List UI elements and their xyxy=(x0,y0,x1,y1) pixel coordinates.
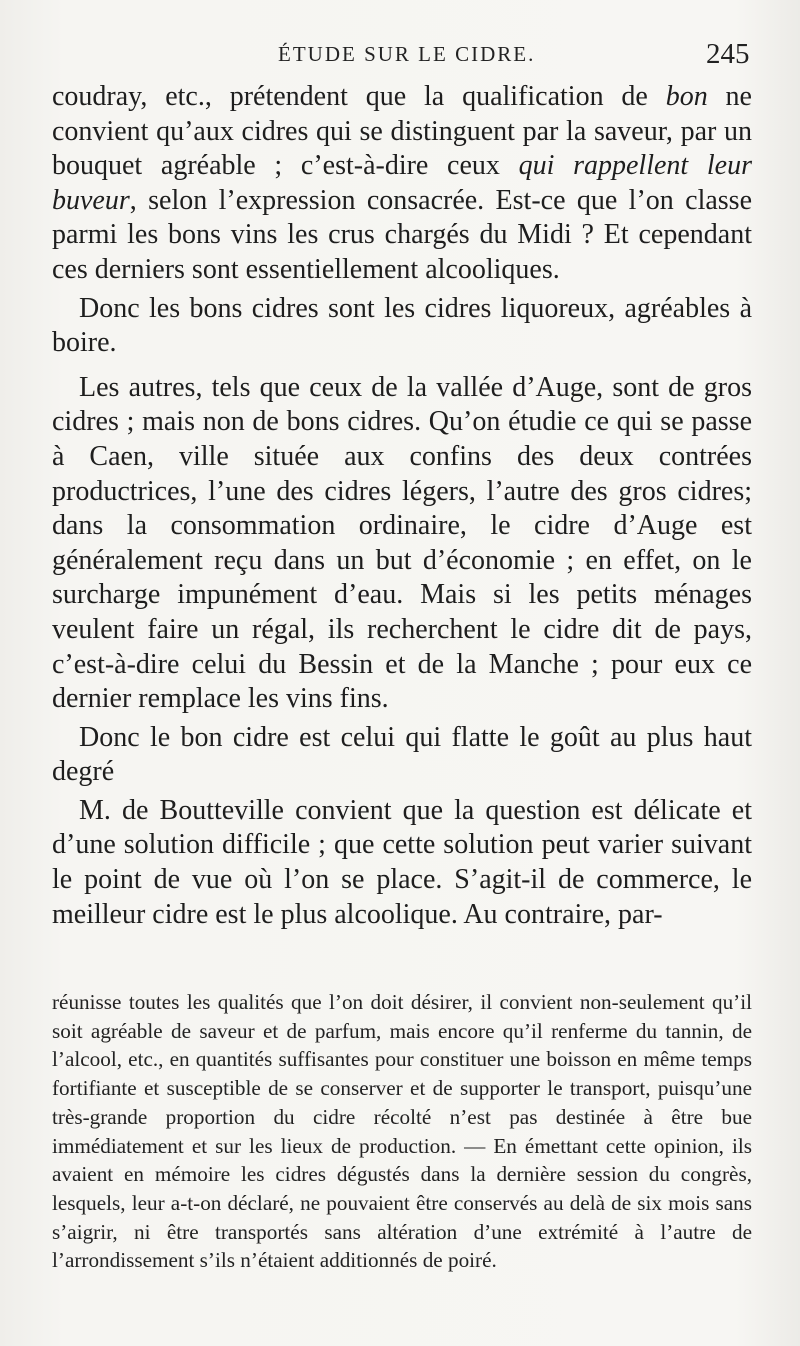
p1-text-a: coudray, etc., prétendent que la qualification de xyxy=(52,81,666,112)
footnote: réunisse toutes les qualités que l’on doit désirer, il convient non-seulement qu’il soit agréable de saveur et de parfum, mais encore qu’il renferme du tannin, de l’alcool, etc., en quantités suffisantes pour constituer une boisson en même temps fortifiante et susceptible de se conserver et de supporter le transport, puisqu’une très-grande proportion du cidre récolté n’est pas destinée à être bue immédiatement et sur les lieux de production. — En émettant cette opinion, ils avaient en mémoire les cidres dégustés dans la dernière session du congrès, lesquels, leur a-t-on déclaré, ne pouvaient être conservés au delà de six mois sans s’aigrir, ni être transportés sans altération d’une extrémité à l’autre de l’arrondissement s’ils n’étaient additionnés de poiré. xyxy=(52,990,752,1273)
running-head xyxy=(0,38,800,78)
paragraph-3: Les autres, tels que ceux de la vallée d’Auge, sont de gros cidres ; mais non de bons cidres. Qu’on étudie ce qui se passe à Caen, ville située aux confins des deux contrées productrices, l’une des cidres légers, l’autre des gros cidres; dans la consommation ordinaire, le cidre d’Auge est généralement reçu dans un but d’économie ; en effet, on le surcharge impunément d’eau. Mais si les petits ménages veulent faire un régal, ils recherchent le cidre dit de pays, c’est-à-dire celui du Bessin et de la Manche ; pour eux ce dernier remplace les vins fins. xyxy=(52,371,752,715)
running-title: ÉTUDE SUR LE CIDRE. xyxy=(278,42,536,66)
paragraph-5: M. de Boutteville convient que la question est délicate et d’une solution difficile ; que cette solution peut varier suivant le point de vue où l’on se place. S’agit-il de commerce, le meilleur cidre est le plus alcoolique. Au contraire, par- xyxy=(52,794,752,930)
p1-text-c: ne convient qu’aux cidres qui se distinguent par la saveur, par un bouquet agréable ; c’est-à-dire ceux xyxy=(52,81,752,182)
main-text xyxy=(52,80,752,932)
paragraph-4: Donc le bon cidre est celui qui flatte le goût au plus haut degré xyxy=(52,721,752,788)
p1-text-e: , selon l’expression consacrée. Est-ce que l’on classe parmi les bons vins les crus chargés du Midi ? Et cependant ces derniers sont essentiellement alcooliques. xyxy=(52,184,752,285)
paragraph-2: Donc les bons cidres sont les cidres liquoreux, agréables à boire. xyxy=(52,292,752,359)
p1-italic-expression: qui rappellent leur buveur xyxy=(52,150,752,216)
paragraph-1 xyxy=(52,80,752,288)
page-number: 245 xyxy=(706,38,750,70)
p1-italic-bon: bon xyxy=(665,81,708,112)
